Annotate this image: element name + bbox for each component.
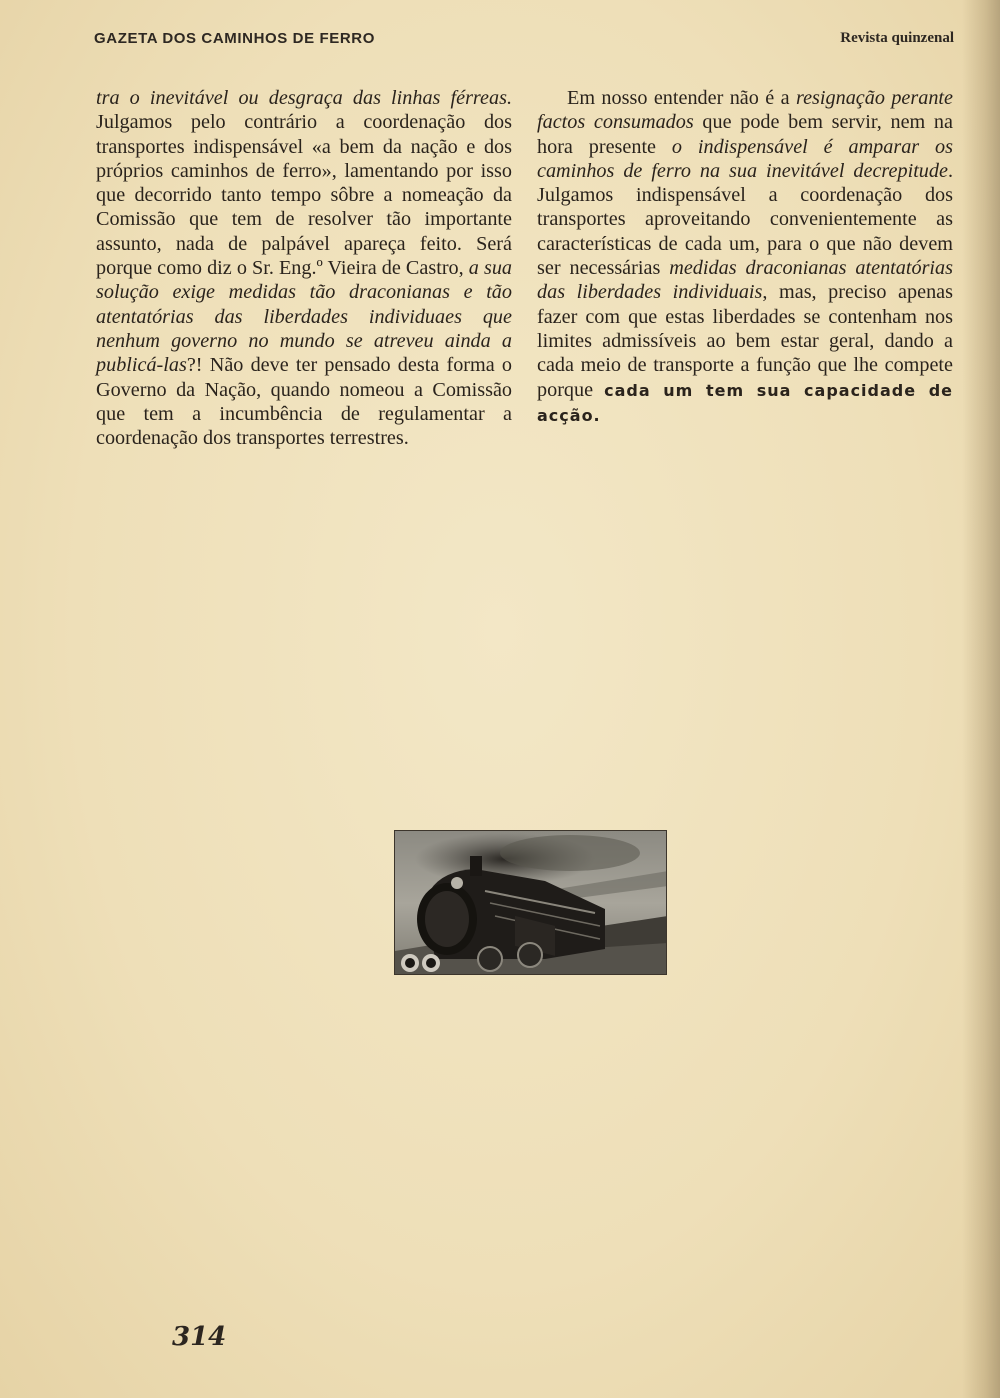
smokestack xyxy=(470,856,482,876)
page-number: 314 xyxy=(172,1322,227,1352)
text-run: ?! Não deve ter pensado desta forma o Governo da Nação, quando nomeou a Comissão que tem a incumbência de regulamentar a coordenação dos transportes terrestres. xyxy=(96,354,512,450)
text-run: resignação perante factos consumados xyxy=(537,87,953,134)
text-run: medidas draconianas atentatórias das liberdades individuais xyxy=(537,257,953,304)
text-run: a sua solução exige medidas tão draconianas e tão atentatórias das liberdades individuaes que nenhum governo no mundo se atreveu ainda a publicá-las xyxy=(96,257,513,377)
steam-locomotive-illustration xyxy=(395,831,667,975)
text-run: Em nosso entender não é a xyxy=(567,87,796,109)
text-run: tra o inevitável ou desgraça das linhas férreas. xyxy=(96,87,512,109)
page-edge-shadow xyxy=(962,0,1000,1398)
publication-frequency: Revista quinzenal xyxy=(840,30,954,46)
text-run-bold: cada um tem sua capacidade de acção. xyxy=(537,380,953,425)
locomotive-photo xyxy=(394,830,667,975)
text-run: . Julgamos indispensável a coordenação dos transportes aproveitando convenientemente as características de cada um, para o que não devem ser necessárias xyxy=(537,159,953,280)
left-paragraph xyxy=(96,86,512,450)
text-run: que pode bem servir, nem na hora presente xyxy=(537,111,953,158)
text-run: Julgamos pelo contrário a coordenação dos transportes indispensável «a bem da nação e dos próprios caminhos de ferro», lamentando por isso que decorrido tanto tempo sôbre a nomeação da Comissão que tem de resolver tão importante assunto, nada de palpável apareça feito. Será porque como diz o Sr. Eng.º Vieira de Castro, xyxy=(96,111,512,280)
text-run: , mas, preciso apenas fazer com que estas liberdades se contenham nos limites admissíveis ao bem estar geral, dando a cada meio de transporte a função que lhe compete porque xyxy=(537,281,953,401)
article-right-column xyxy=(537,86,953,428)
headlamp xyxy=(451,877,463,889)
publication-title: GAZETA DOS CAMINHOS DE FERRO xyxy=(94,30,375,47)
right-paragraph xyxy=(537,86,953,428)
text-run: o indispensável é amparar os caminhos de ferro na sua inevitável decrepitude xyxy=(537,135,953,182)
article-left-column xyxy=(96,86,512,450)
